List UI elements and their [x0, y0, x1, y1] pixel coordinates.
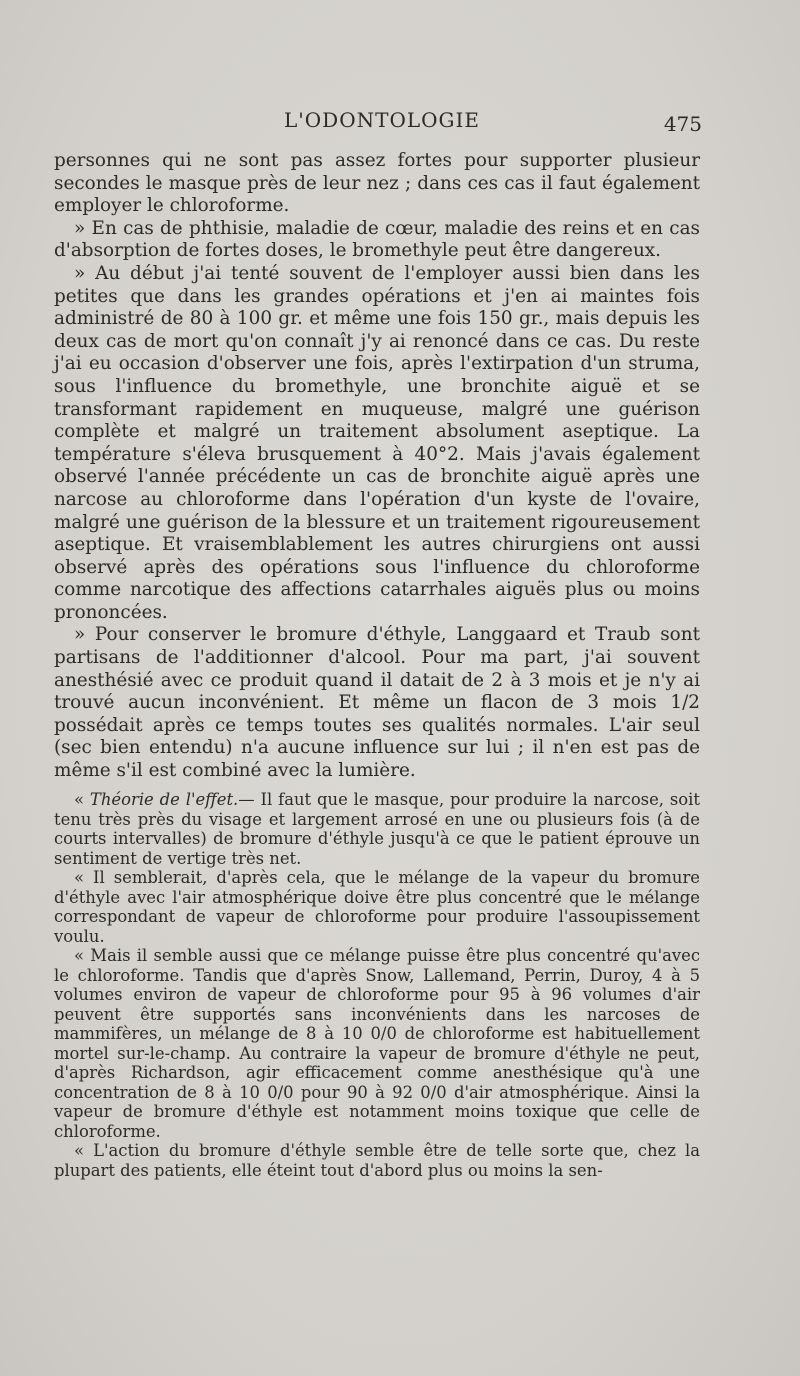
paragraph: « Mais il semble aussi que ce mélange puisse être plus concentré qu'avec le chloroforme. Tandis que d'après Snow, Lallemand, Perrin, Duroy, 4 à 5 volumes environ de vapeur de chloroforme pour 95 à 96 volumes d'air peuvent être supportés sans inconvénients dans les narcoses de mammifères, un mélange de 8 à 10 0/0 de chloroforme est habituellement mortel sur-le-champ. Au contraire la vapeur de bromure d'éthyle ne peut, d'après Richardson, agir efficacement comme anesthésique qu'à une concentration de 8 à 10 0/0 pour 90 à 92 0/0 d'air atmosphérique. Ainsi la vapeur de bromure d'éthyle est notamment moins toxique que celle de chloroforme.	[54, 946, 700, 1141]
paragraph: « Théorie de l'effet.— Il faut que le masque, pour produire la narcose, soit tenu très près du visage et largement arrosé en une ou plusieurs fois (à de courts intervalles) de bromure d'éthyle jusqu'à ce que le patient éprouve un sentiment de vertige très net.	[54, 790, 700, 868]
paragraph: « Il semblerait, d'après cela, que le mélange de la vapeur du bromure d'éthyle avec l'air atmosphérique doive être plus concentré que le mélange correspondant de vapeur de chloroforme pour produire l'assoupissement voulu.	[54, 868, 700, 946]
main-text	[54, 150, 700, 783]
quoted-section	[54, 790, 700, 1180]
paragraph: » Au début j'ai tenté souvent de l'employer aussi bien dans les petites que dans les grandes opérations et j'en ai maintes fois administré de 80 à 100 gr. et même une fois 150 gr., mais depuis les deux cas de mort qu'on connaît j'y ai renoncé dans ce cas. Du reste j'ai eu occasion d'observer une fois, après l'extirpation d'un struma, sous l'influence du bromethyle, une bronchite aiguë et se transformant rapidement en muqueuse, malgré une guérison complète et malgré un traitement absolument aseptique. La température s'éleva brusquement à 40°2. Mais j'avais également observé l'année précédente un cas de bronchite aiguë après une narcose au chloroforme dans l'opération d'un kyste de l'ovaire, malgré une guérison de la blessure et un traitement rigoureusement aseptique. Et vraisemblablement les autres chirurgiens ont aussi observé après des opérations sous l'influence du chloroforme comme narcotique des affections catarrhales aiguës plus ou moins prononcées.	[54, 262, 700, 623]
paragraph-text: — Il faut que le masque, pour produire la narcose, soit tenu très près du visage et largement arrosé en une ou plusieurs fois (à de courts intervalles) de bromure d'éthyle jusqu'à ce que le patient éprouve un sentiment de vertige très net.	[54, 790, 700, 868]
page-header	[62, 108, 702, 138]
paragraph: « L'action du bromure d'éthyle semble être de telle sorte que, chez la plupart des patients, elle éteint tout d'abord plus ou moins la sen-	[54, 1141, 700, 1180]
paragraph: » En cas de phthisie, maladie de cœur, maladie des reins et en cas d'absorption de fortes doses, le bromethyle peut être dangereux.	[54, 217, 700, 262]
section-heading-italic: Théorie de l'effet.	[89, 790, 239, 809]
paragraph: personnes qui ne sont pas assez fortes pour supporter plusieur secondes le masque près de leur nez ; dans ces cas il faut également employer le chloroforme.	[54, 150, 700, 217]
paragraph: » Pour conserver le bromure d'éthyle, Langgaard et Traub sont partisans de l'additionner d'alcool. Pour ma part, j'ai souvent anesthésié avec ce produit quand il datait de 2 à 3 mois et je n'y ai trouvé aucun inconvénient. Et même un flacon de 3 mois 1/2 possédait après ce temps toutes ses qualités normales. L'air seul (sec bien entendu) n'a aucune influence sur lui ; il n'en est pas de même s'il est combiné avec la lumière.	[54, 624, 700, 782]
page-number: 475	[663, 112, 702, 136]
running-title: L'ODONTOLOGIE	[284, 108, 480, 132]
